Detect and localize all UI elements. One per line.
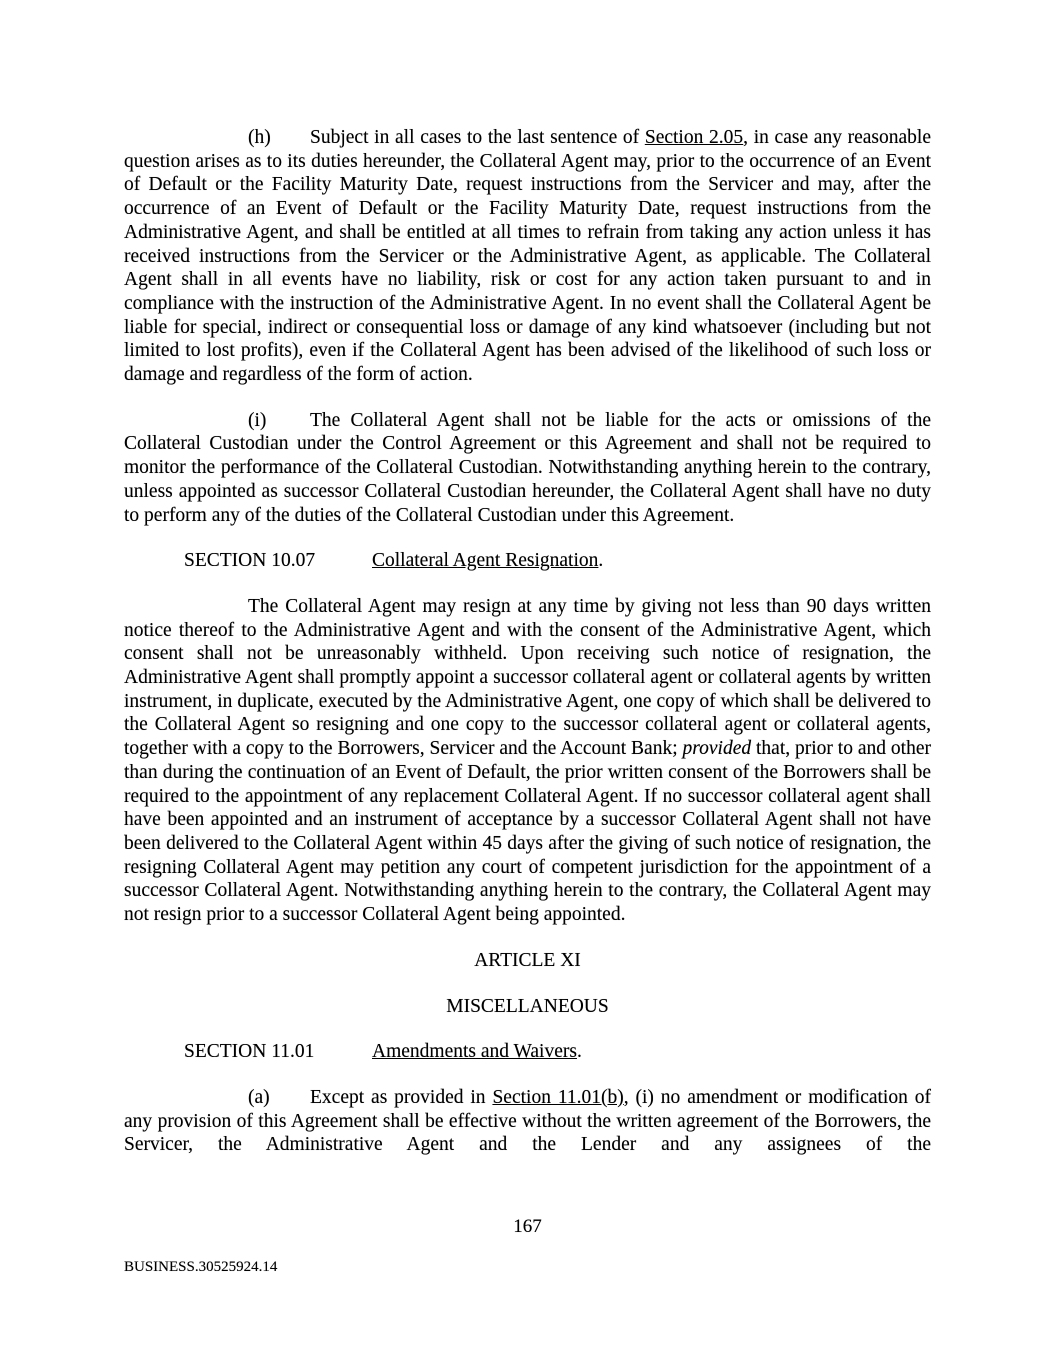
paragraph-h-label: (h)	[248, 127, 271, 148]
article-xi-heading: ARTICLE XI	[474, 949, 581, 971]
paragraph-i-text: The Collateral Agent shall not be liable for the acts or omissions of the Collateral Custodian under the Control Agreement or this Agreement and shall not be required to monitor the performance of the Collateral Custodian. Notwithstanding anything herein to the contrary, unless appointed as successor Collateral Custodian hereunder, the Collateral Agent shall have no duty to perform any of the duties of the Collateral Custodian under this Agreement.	[124, 409, 931, 526]
paragraph-resignation	[124, 595, 931, 927]
document-footer-id: BUSINESS.30525924.14	[124, 1259, 278, 1275]
paragraph-h-text-1: Subject in all cases to the last sentence of	[310, 127, 645, 148]
section-10-07-number: SECTION 10.07	[184, 550, 316, 572]
paragraph-a	[124, 1086, 931, 1157]
miscellaneous-heading: MISCELLANEOUS	[446, 995, 609, 1017]
page-number: 167	[513, 1216, 542, 1237]
section-2-05-reference: Section 2.05	[644, 127, 744, 148]
document-body	[124, 126, 931, 1179]
paragraph-resignation-text-1: The Collateral Agent may resign at any time by giving not less than 90 days written notice thereof to the Administrative Agent and with the consent of the Administrative Agent, which consent shall not be unreasonably withheld. Upon receiving such notice of resignation, the Administrative Agent shall promptly appoint a successor collateral agent or collateral agents by written instrument, in duplicate, executed by the Administrative Agent, one copy of which shall be delivered to the Collateral Agent so resigning and one copy to the successor collateral agent or collateral agents, together with a copy to the Borrowers, Servicer and the Account Bank;	[124, 595, 931, 760]
paragraph-i	[124, 409, 931, 528]
paragraph-a-text-2: , (i) no amendment or modification of any provision of this Agreement shall be effective without the written agreement of the Borrowers, the Servicer, the Administrative Agent and the Lender and any assignees of the	[124, 1086, 931, 1156]
paragraph-a-label: (a)	[248, 1086, 270, 1108]
paragraph-resignation-text-2: that, prior to and other than during the continuation of an Event of Default, the prior written consent of the Borrowers shall be required to the appointment of any replacement Collateral Agent. If no successor collateral agent shall have been appointed and an instrument of acceptance by a successor Collateral Agent shall not have been delivered to the Collateral Agent within 45 days after the giving of such notice of resignation, the resigning Collateral Agent may petition any court of competent jurisdiction for the appointment of a successor Collateral Agent. Notwithstanding anything herein to the contrary, the Collateral Agent may not resign prior to a successor Collateral Agent being appointed.	[124, 738, 931, 926]
section-11-01-b-reference: Section 11.01(b)	[492, 1086, 624, 1108]
section-11-01-number: SECTION 11.01	[184, 1041, 315, 1063]
paragraph-h	[124, 126, 931, 387]
section-10-07-title: Collateral Agent Resignation	[372, 550, 599, 572]
section-11-01-period: .	[576, 1041, 582, 1063]
paragraph-i-label: (i)	[248, 409, 267, 431]
section-10-07-period: .	[598, 550, 604, 572]
paragraph-resignation-provided-italic: provided	[682, 738, 752, 760]
section-10-07-heading	[124, 549, 931, 573]
paragraph-h-text-2: , in case any reasonable question arises as to its duties hereunder, the Collateral Agent may, prior to the occurrence of an Event of Default or the Facility Maturity Date, request instructions from the Servicer and may, after the occurrence of an Event of Default or the Facility Maturity Date, request instructions from the Administrative Agent, and shall be entitled at all times to refrain from taking any action unless it has received instructions from the Servicer or the Administrative Agent, as applicable. The Collateral Agent shall in all events have no liability, risk or cost for any action taken pursuant to and in compliance with the instruction of the Administrative Agent. In no event shall the Collateral Agent be liable for special, indirect or consequential loss or damage of any kind whatsoever (including but not limited to lost profits), even if the Collateral Agent has been advised of the likelihood of such loss or damage and regardless of the form of action.	[124, 127, 931, 386]
paragraph-a-text-1: Except as provided in	[310, 1086, 493, 1108]
section-11-01-title: Amendments and Waivers	[372, 1041, 577, 1063]
section-11-01-heading	[124, 1040, 931, 1064]
